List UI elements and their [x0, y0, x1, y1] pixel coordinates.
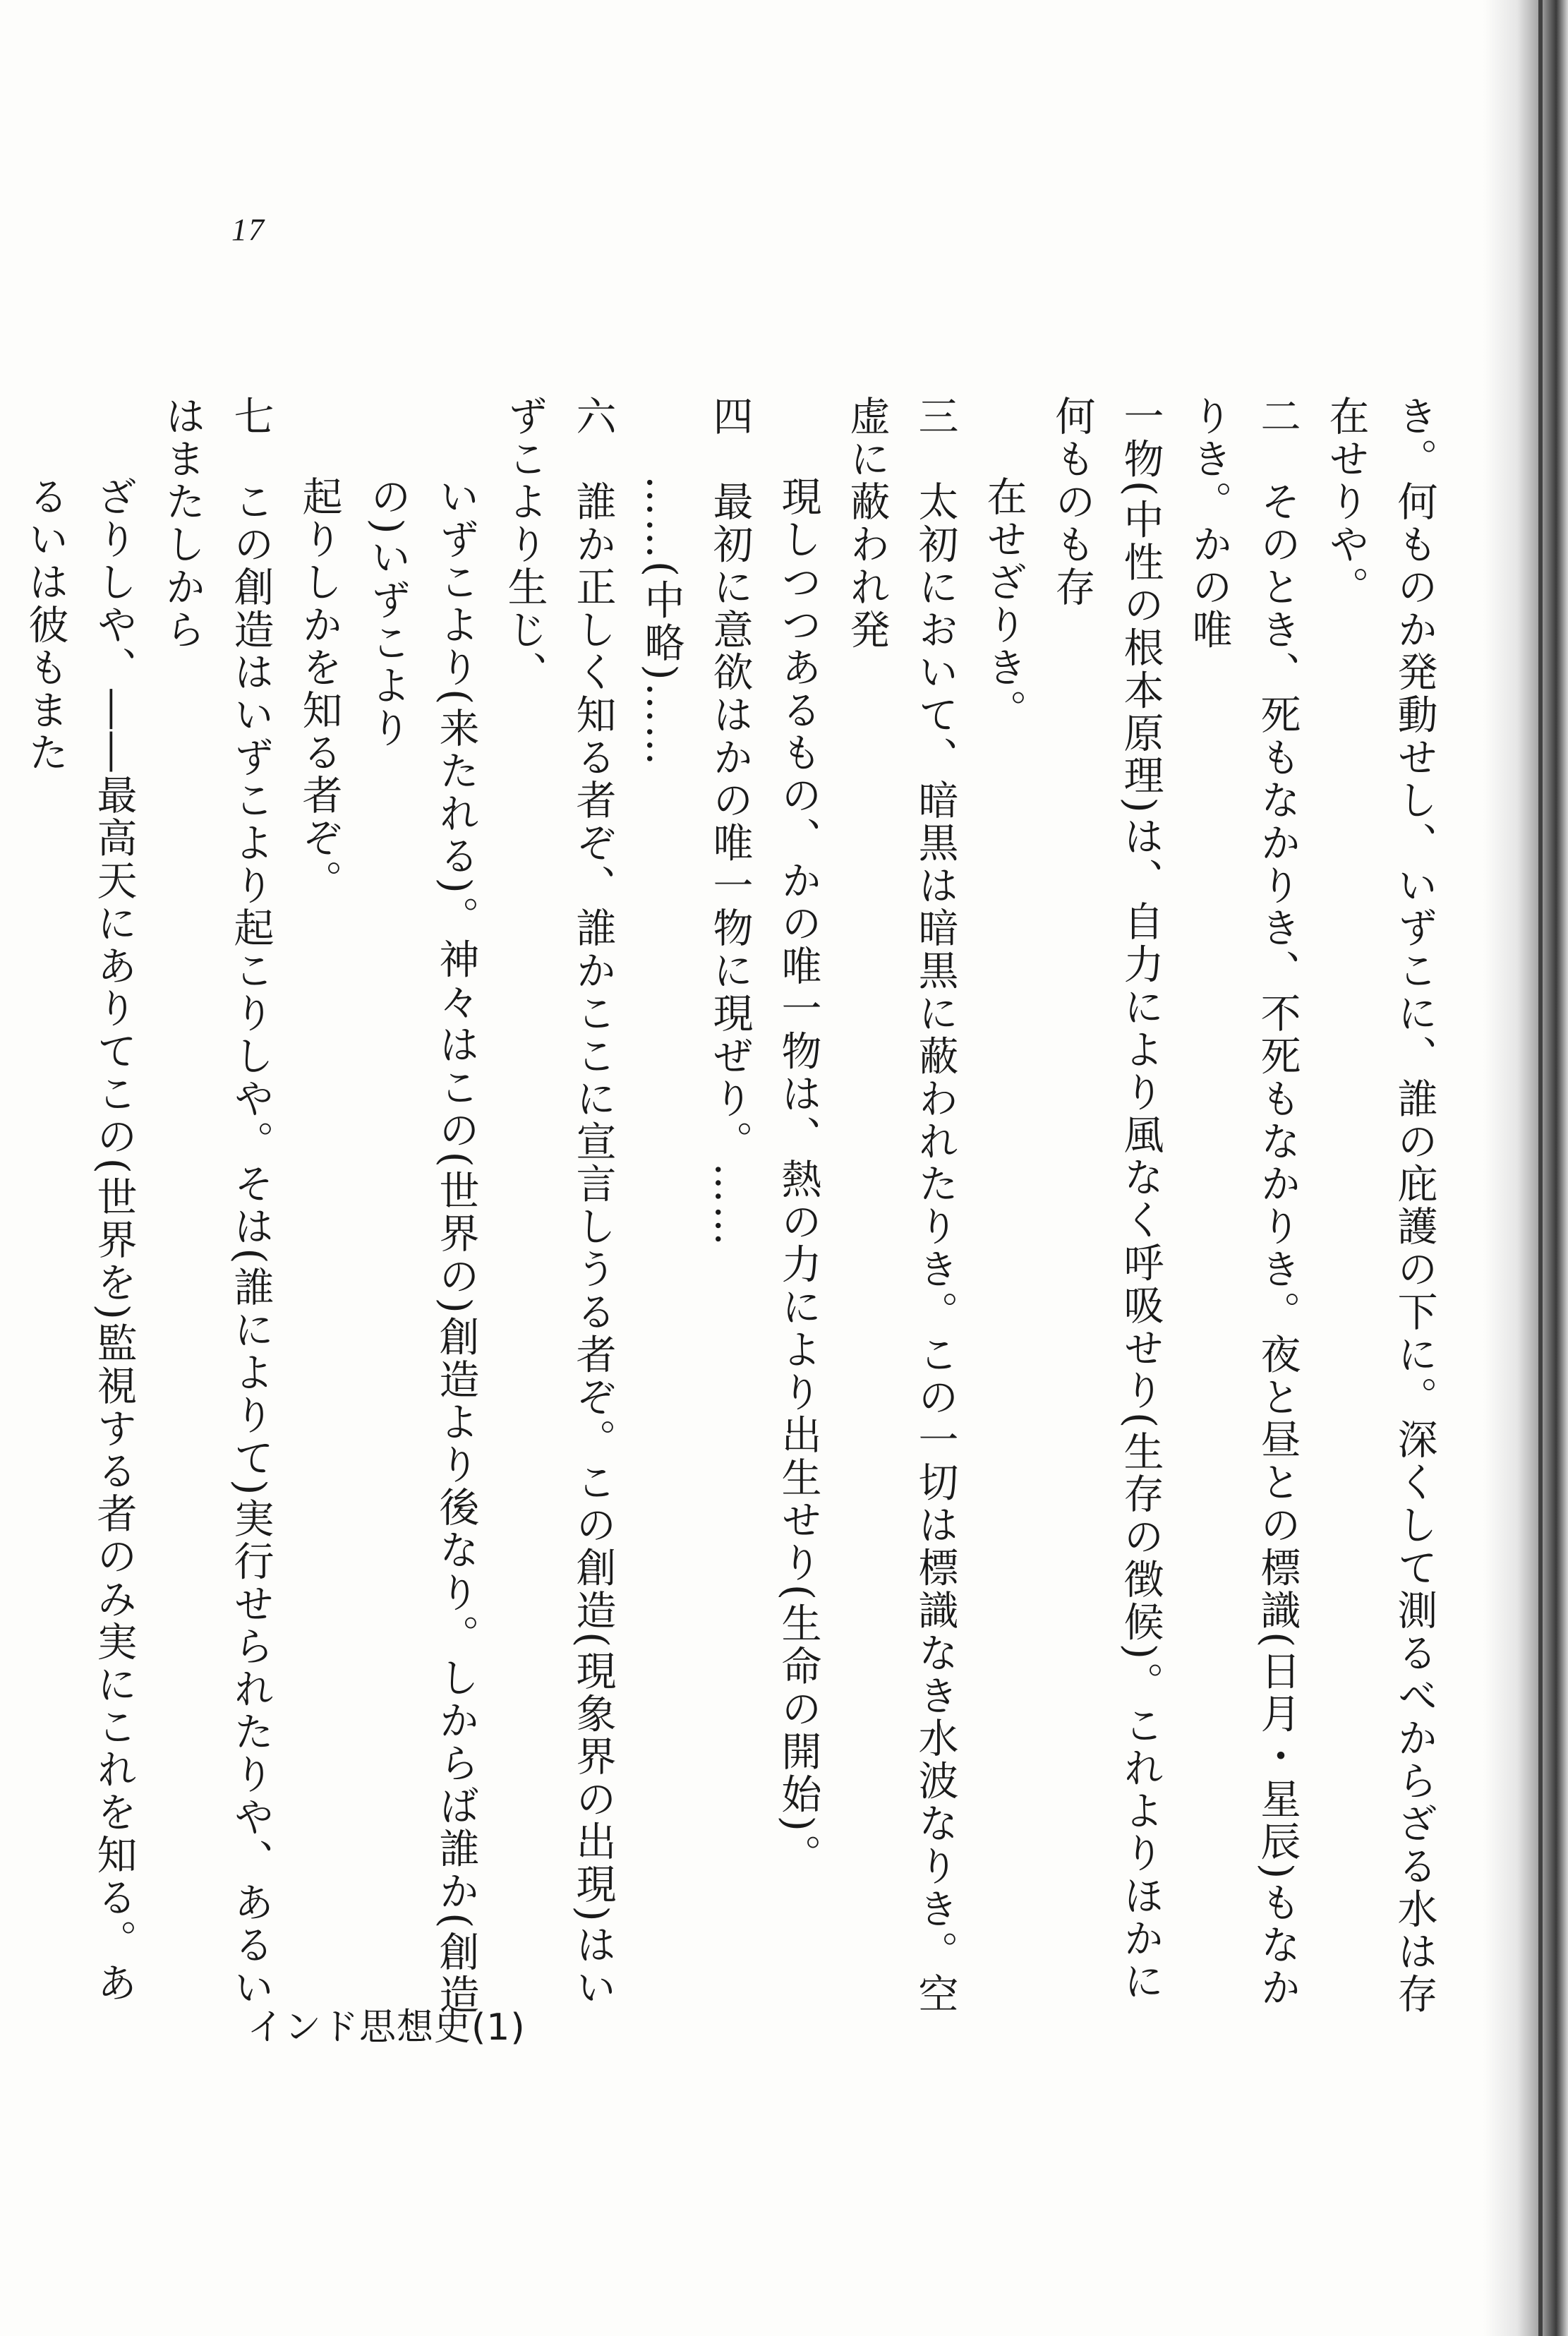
text-column	[0, 476, 11, 2018]
text-column: 六 誰か正しく知る者ぞ、誰かここに宣言しうる者ぞ。この創造(現象界の出現)はいずこより生じ、	[501, 395, 616, 2009]
text-column: 一物(中性の根本原理)は、自力により風なく呼吸せり(生存の徴候)。これよりほかに何ものも存	[1049, 395, 1164, 2003]
text-column: 起りしかを知る者ぞ。	[296, 476, 342, 903]
running-footer-title: インド思想史(1)	[247, 2006, 526, 2049]
text-column: ……(中略)……	[638, 476, 685, 768]
page-number: 17	[231, 212, 265, 247]
text-column: 在せざりき。	[980, 476, 1027, 732]
text-column: いずこより(来たれる)。神々はこの(世界の)創造より後なり。しからば誰か(創造の)いずこより	[364, 476, 479, 2016]
text-column: き。何ものか発動せし、いずこに、誰の庇護の下に。深くして測るべからざる水は存在せりや。	[1322, 395, 1437, 2016]
vertical-text-block	[22, 395, 1448, 2018]
text-column: 三 太初において、暗黒は暗黒に蔽われたりき。この一切は標識なき水波なりき。空虚に蔽われ発	[843, 395, 958, 2016]
text-column: ざりしや、――最高天にありてこの(世界を)監視する者のみ実にこれを知る。あるいは彼もまた	[22, 476, 137, 2005]
text-column: 二 そのとき、死もなかりき、不死もなかりき。夜と昼との標識(日月・星辰)もなかりき。かの唯	[1186, 395, 1301, 2009]
page-binding-shadow	[1483, 0, 1568, 2336]
text-column: 七 この創造はいずこより起こりしや。そは(誰によりて)実行せられたりや、あるいはまたしから	[159, 395, 274, 2009]
page-binding-line	[1538, 0, 1543, 2336]
text-column: 現しつつあるもの、かの唯一物は、熱の力により出生せり(生命の開始)。	[775, 476, 821, 1877]
text-column: 四 最初に意欲はかの唯一物に現ぜり。……	[706, 395, 753, 1248]
